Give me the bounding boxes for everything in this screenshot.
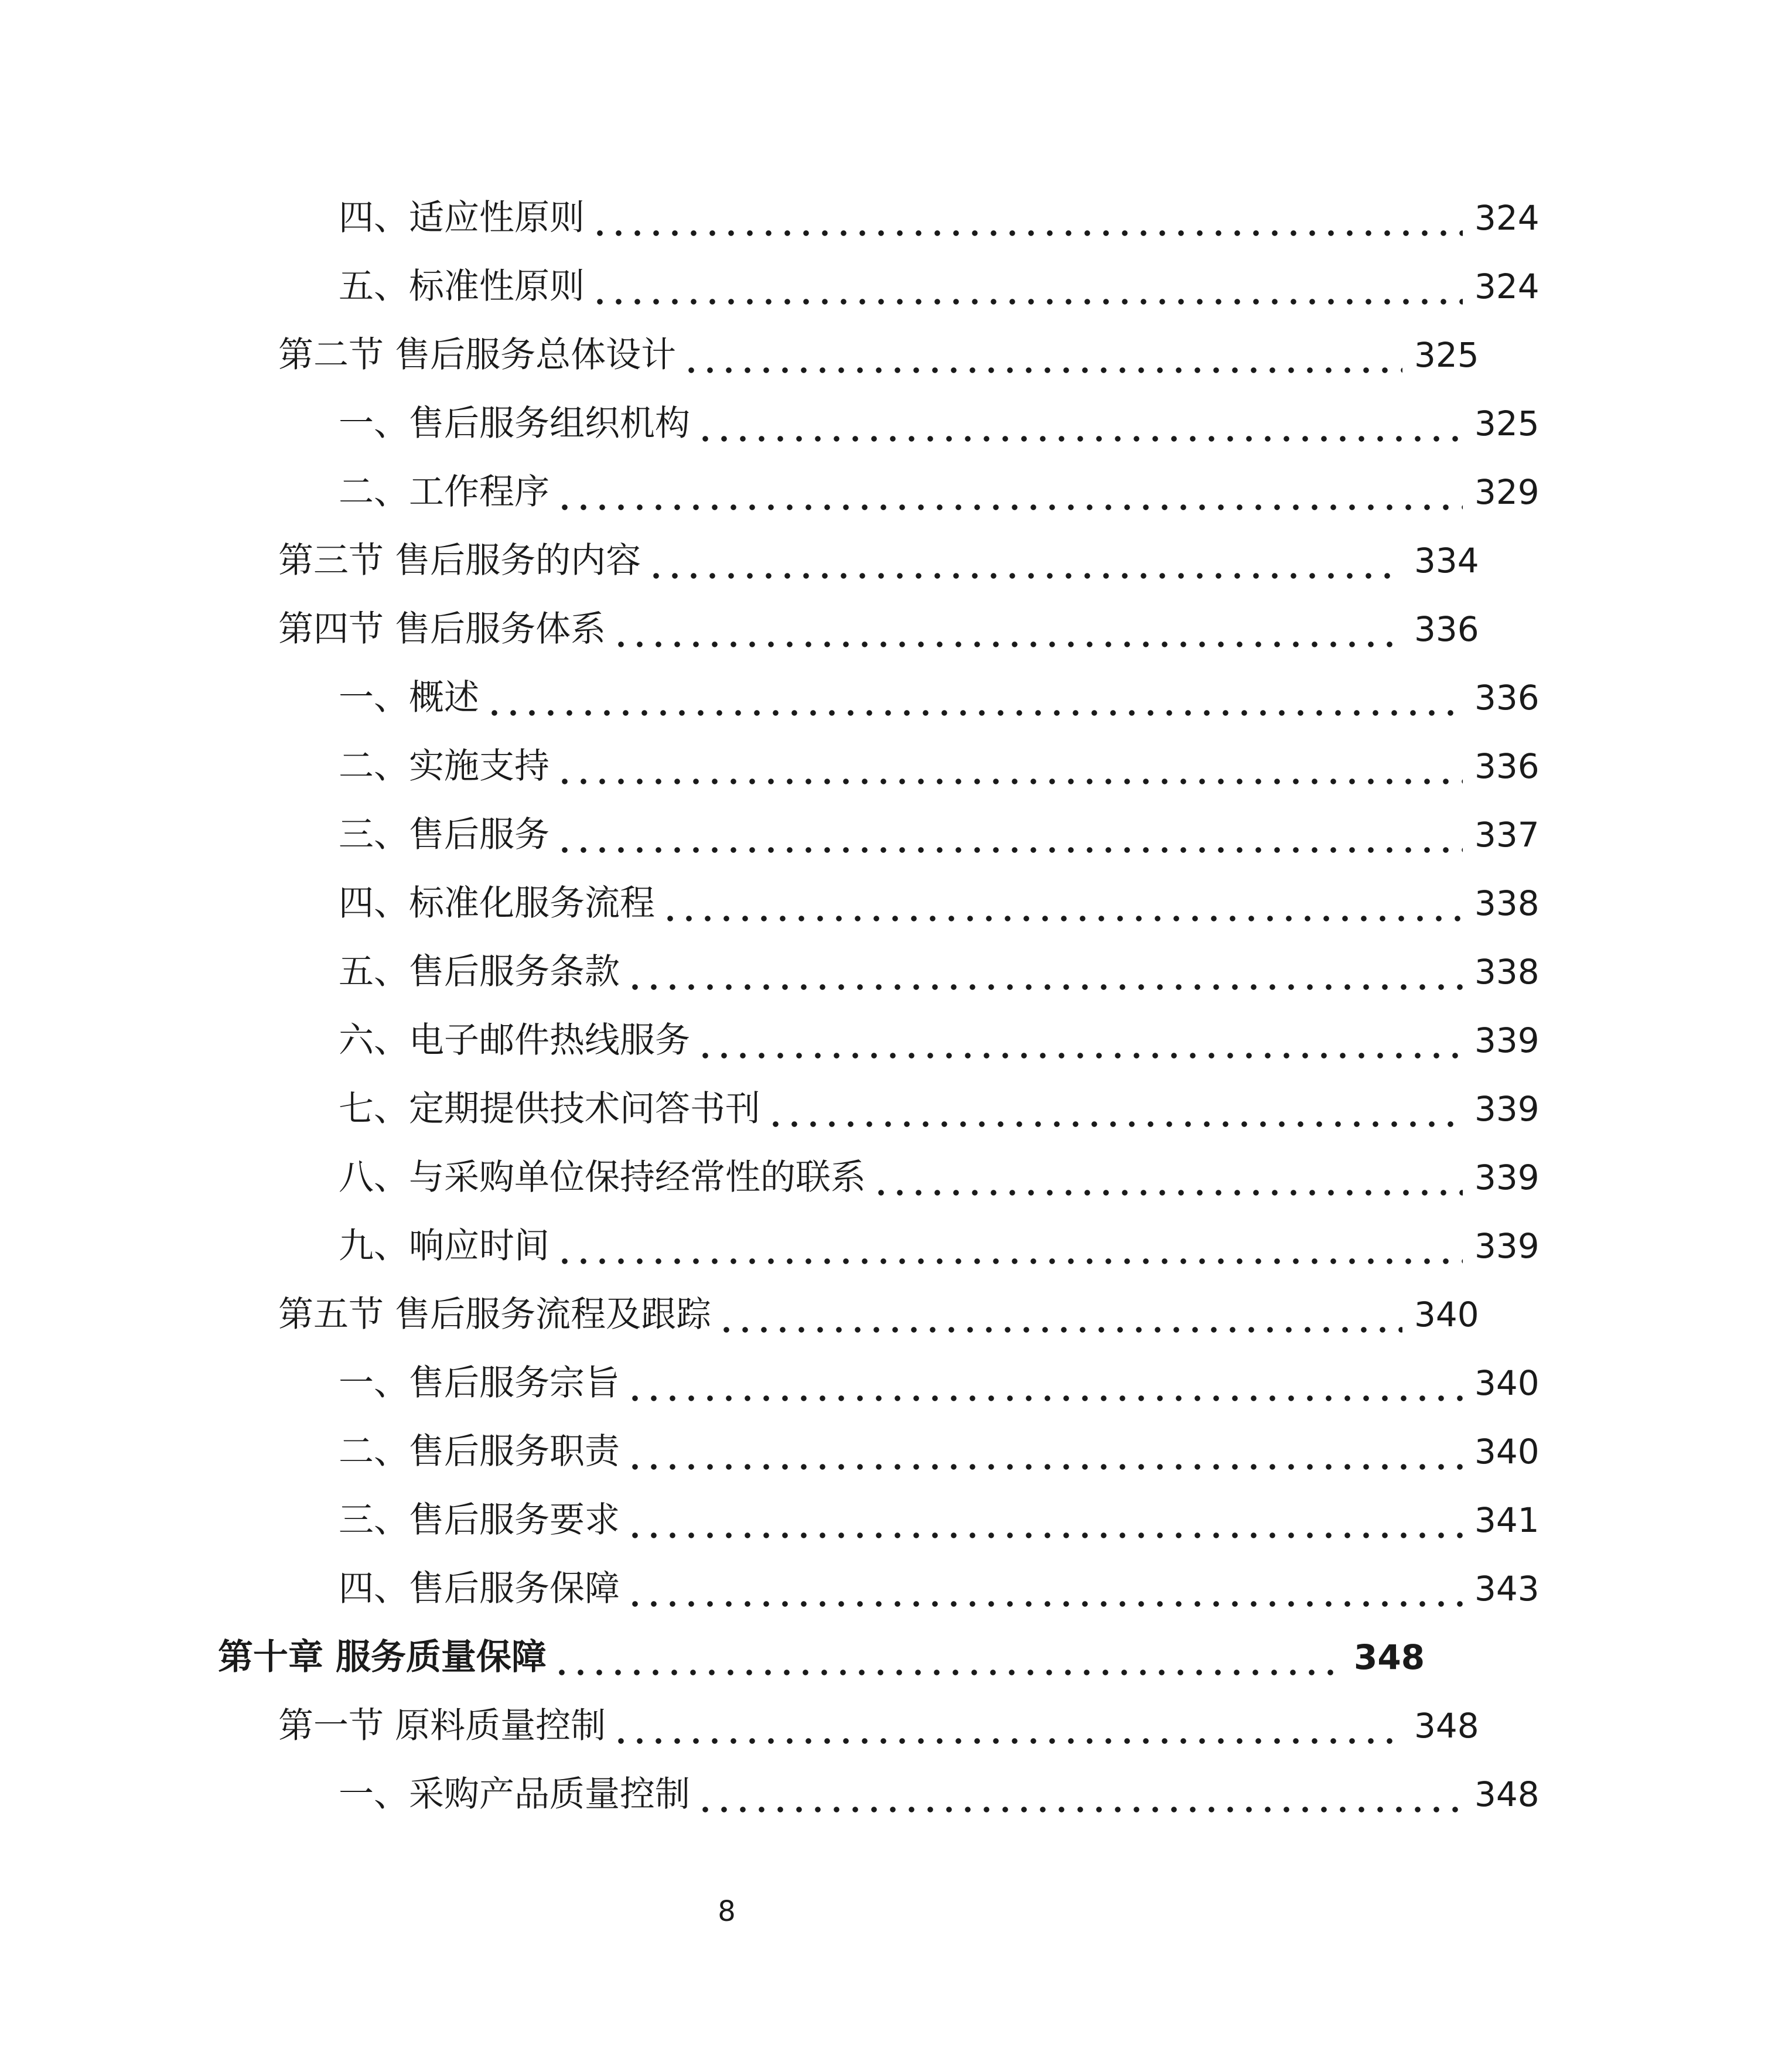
toc-entry-page: 348 bbox=[1414, 1706, 1479, 1746]
toc-entry-title: 九、响应时间 bbox=[339, 1226, 549, 1267]
dot-leader bbox=[626, 1573, 1463, 1608]
toc-entry-page: 329 bbox=[1474, 472, 1540, 512]
dot-leader bbox=[626, 1436, 1463, 1471]
toc-entry-title: 二、售后服务职责 bbox=[339, 1431, 620, 1472]
toc-entry-page: 324 bbox=[1474, 267, 1540, 306]
toc-entry[interactable] bbox=[0, 1486, 1792, 1555]
dot-leader bbox=[555, 750, 1463, 786]
toc-entry-title: 第四节 售后服务体系 bbox=[278, 609, 606, 650]
toc-entry[interactable] bbox=[0, 390, 1792, 458]
toc-entry[interactable] bbox=[0, 595, 1732, 664]
toc-entry[interactable] bbox=[0, 732, 1792, 801]
toc-entry-title: 一、采购产品质量控制 bbox=[339, 1774, 690, 1815]
dot-leader bbox=[626, 1504, 1463, 1539]
toc-entry-title: 八、与采购单位保持经常性的联系 bbox=[339, 1157, 866, 1198]
dot-leader bbox=[766, 1093, 1463, 1128]
toc-entry-title: 五、售后服务条款 bbox=[339, 951, 620, 992]
toc-entry[interactable] bbox=[0, 527, 1732, 595]
toc-entry[interactable] bbox=[0, 1006, 1792, 1075]
toc-entry-page: 340 bbox=[1414, 1295, 1479, 1334]
dot-leader bbox=[696, 1025, 1463, 1060]
toc-entry-title: 二、工作程序 bbox=[339, 472, 549, 513]
toc-entry[interactable] bbox=[0, 664, 1792, 732]
toc-entry[interactable] bbox=[0, 801, 1792, 869]
toc-entry-page: 337 bbox=[1474, 815, 1540, 855]
dot-leader bbox=[647, 545, 1402, 580]
toc-entry-page: 348 bbox=[1354, 1637, 1425, 1677]
dot-leader bbox=[717, 1299, 1402, 1334]
toc-entry-title: 三、售后服务 bbox=[339, 814, 549, 855]
toc-entry[interactable] bbox=[0, 869, 1792, 938]
toc-entry[interactable] bbox=[0, 321, 1732, 390]
toc-entry-title: 一、概述 bbox=[339, 677, 479, 718]
toc-entry-title: 三、售后服务要求 bbox=[339, 1500, 620, 1541]
toc-entry-page: 339 bbox=[1474, 1089, 1540, 1129]
toc-entry-page: 324 bbox=[1474, 198, 1540, 238]
toc-entry-title: 第十章 服务质量保障 bbox=[218, 1637, 547, 1678]
dot-leader bbox=[682, 339, 1402, 374]
toc-entry-page: 339 bbox=[1474, 1226, 1540, 1266]
toc-entry-page: 339 bbox=[1474, 1020, 1540, 1060]
toc-entry-title: 一、售后服务组织机构 bbox=[339, 403, 690, 444]
toc-entry[interactable] bbox=[0, 184, 1792, 252]
dot-leader bbox=[612, 613, 1402, 648]
dot-leader bbox=[661, 887, 1463, 923]
toc-entry-title: 四、适应性原则 bbox=[339, 197, 585, 238]
dot-leader bbox=[626, 1367, 1463, 1402]
toc-entry-page: 348 bbox=[1474, 1774, 1540, 1814]
toc-entry[interactable] bbox=[0, 1075, 1792, 1143]
toc-entry-title: 四、售后服务保障 bbox=[339, 1568, 620, 1609]
toc-entry-title: 一、售后服务宗旨 bbox=[339, 1363, 620, 1404]
toc-entry[interactable] bbox=[0, 1760, 1792, 1829]
toc-entry-page: 339 bbox=[1474, 1158, 1540, 1197]
toc-entry-page: 338 bbox=[1474, 952, 1540, 992]
toc-entry-page: 325 bbox=[1414, 335, 1479, 375]
toc-entry-chapter[interactable] bbox=[0, 1623, 1671, 1692]
dot-leader bbox=[555, 1230, 1463, 1265]
toc-entry-page: 340 bbox=[1474, 1363, 1540, 1403]
toc-entry-page: 325 bbox=[1474, 404, 1540, 443]
toc-entry-title: 五、标准性原则 bbox=[339, 266, 585, 307]
page-number: 8 bbox=[718, 1895, 736, 1928]
toc-entry-title: 第五节 售后服务流程及跟踪 bbox=[278, 1294, 712, 1335]
toc-entry[interactable] bbox=[0, 1349, 1792, 1418]
toc-entry-title: 第二节 售后服务总体设计 bbox=[278, 334, 677, 376]
toc-entry[interactable] bbox=[0, 1692, 1732, 1760]
toc-entry[interactable] bbox=[0, 1143, 1792, 1212]
toc-entry-page: 343 bbox=[1474, 1569, 1540, 1609]
dot-leader bbox=[872, 1162, 1463, 1197]
toc-entry[interactable] bbox=[0, 1555, 1792, 1623]
toc-entry-title: 六、电子邮件热线服务 bbox=[339, 1020, 690, 1061]
dot-leader bbox=[555, 819, 1463, 854]
toc-entry[interactable] bbox=[0, 938, 1792, 1006]
toc-entry-page: 336 bbox=[1414, 609, 1479, 649]
dot-leader bbox=[552, 1641, 1342, 1677]
dot-leader bbox=[696, 1779, 1463, 1814]
dot-leader bbox=[485, 682, 1463, 717]
toc-entry-title: 二、实施支持 bbox=[339, 746, 549, 787]
toc-entry-page: 338 bbox=[1474, 883, 1540, 923]
toc-entry-title: 第一节 原料质量控制 bbox=[278, 1705, 606, 1746]
toc-entry[interactable] bbox=[0, 252, 1792, 321]
toc-entry[interactable] bbox=[0, 458, 1792, 527]
dot-leader bbox=[626, 956, 1463, 991]
toc-entry[interactable] bbox=[0, 1418, 1792, 1486]
toc-entry-title: 第三节 售后服务的内容 bbox=[278, 540, 641, 581]
toc-entry[interactable] bbox=[0, 1281, 1732, 1349]
dot-leader bbox=[555, 476, 1463, 511]
dot-leader bbox=[590, 202, 1463, 237]
dot-leader bbox=[696, 408, 1463, 443]
toc-entry-title: 七、定期提供技术问答书刊 bbox=[339, 1088, 760, 1129]
toc-entry-page: 336 bbox=[1474, 746, 1540, 786]
toc-entry-page: 340 bbox=[1474, 1432, 1540, 1472]
toc-entry-page: 334 bbox=[1414, 541, 1479, 581]
toc-entry[interactable] bbox=[0, 1212, 1792, 1281]
dot-leader bbox=[612, 1710, 1402, 1745]
toc-entry-title: 四、标准化服务流程 bbox=[339, 883, 655, 924]
dot-leader bbox=[590, 271, 1463, 306]
toc-entry-page: 341 bbox=[1474, 1500, 1540, 1540]
toc-entry-page: 336 bbox=[1474, 678, 1540, 718]
